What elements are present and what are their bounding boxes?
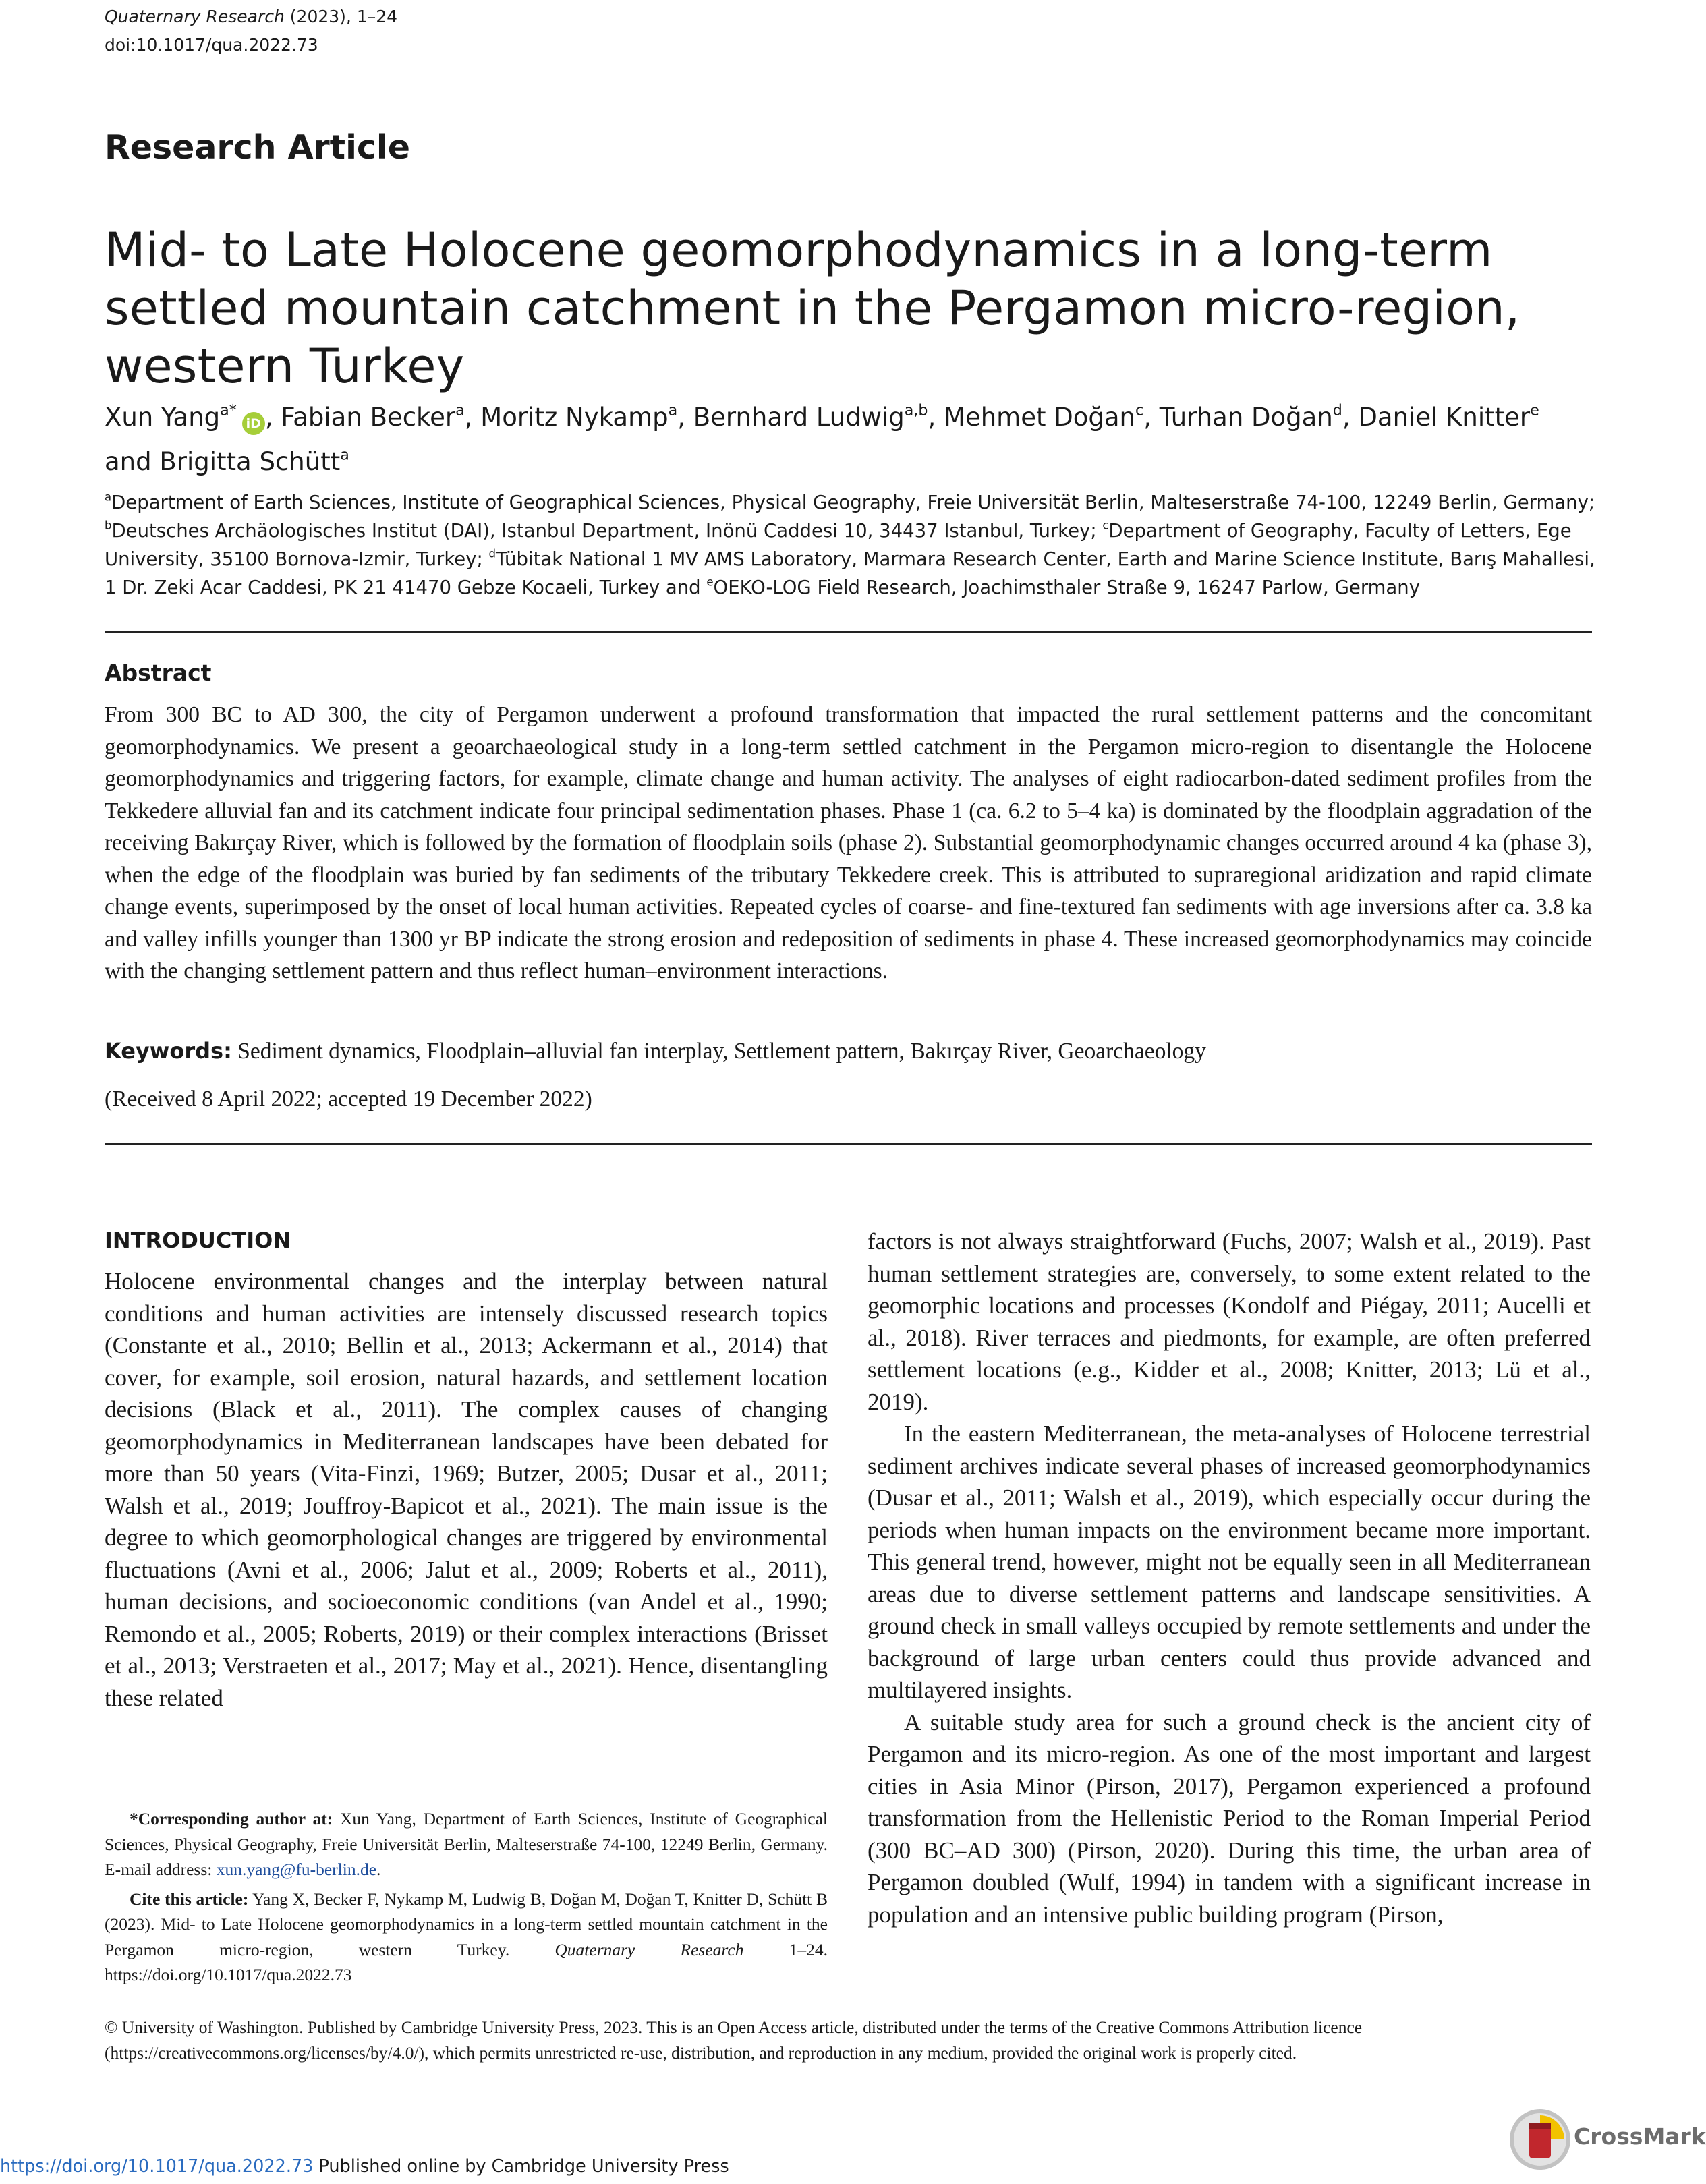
abstract-text: From 300 BC to AD 300, the city of Pergamon underwent a profound transformation that impacted the rural settlement patterns and the concomitant geomorphodynamics. We present a geoarchaeological study in a long-term settled catchment in the Pergamon micro-region to disentangle the Holocene geomorphodynamics and triggering factors, for example, climate change and human activity. The analyses of eight radiocarbon-dated sediment profiles from the Tekkedere alluvial fan and its catchment indicate four principal sedimentation phases. Phase 1 (ca. 6.2 to 5–4 ka) is dominated by the floodplain aggradation of the receiving Bakırçay River, which is followed by the formation of floodplain soils (phase 2). Substantial geomorphodynamic changes occurred around 4 ka (phase 3), when the edge of the floodplain was buried by fan sediments of the tributary Tekkedere creek. This is attributed to supraregional aridization and rapid climate change events, superimposed by the onset of local human activities. Repeated cycles of coarse- and fine-textured fan sediments with age inversions after ca. 3.8 ka and valley infills younger than 1300 yr BP indicate the strong erosion and redeposition of sediments in phase 4. These increased geomorphodynamics may coincide with the changing settlement pattern and thus reflect human–environment interactions. — [105, 702, 1592, 983]
body-column-right — [868, 1226, 1591, 1930]
author-name: Mehmet Doğan — [944, 403, 1135, 432]
divider-bottom — [105, 1143, 1592, 1145]
keywords-text: Sediment dynamics, Floodplain–alluvial fan interplay, Settlement pattern, Bakırçay River, Geoarchaeology — [237, 1039, 1206, 1064]
author-affiliation-sup: c — [1135, 401, 1144, 420]
author-name: Turhan Doğan — [1159, 403, 1333, 432]
author-name: Xun Yang — [105, 403, 221, 432]
author-name: Moritz Nykamp — [480, 403, 669, 432]
author-affiliation-sup: a,b — [904, 401, 928, 420]
author-affiliation-sup: e — [1530, 401, 1539, 420]
affiliation-sup: e — [706, 575, 714, 589]
journal-header — [105, 3, 397, 59]
journal-meta: (2023), 1–24 — [289, 7, 398, 26]
received-dates: (Received 8 April 2022; accepted 19 December 2022) — [105, 1087, 592, 1112]
journal-name: Quaternary Research — [105, 7, 285, 26]
author-list: Xun Yang$^{a*}$iD , Fabian Becker$^a$, Moritz Nykamp$^a$, Bernhard Ludwig$^{a,b}$, Mehmet Doğan$^c$, Turhan Doğan$^d$, Daniel Knitter$^e$ and Brigitta Schütt$^a$ — [105, 401, 1539, 476]
affiliation-text: Tübitak National 1 MV AMS Laboratory, Marmara Research Center, Earth and Marine Science Institute, Barış Mahallesi, 1 Dr. Zeki Acar Caddesi, PK 21 41470 Gebze Kocaeli, Turkey and — [105, 548, 1595, 598]
author-name: Fabian Becker — [281, 403, 456, 432]
body-paragraph: Holocene environmental changes and the interplay between natural conditions and human activities are intensely discussed research topics (Constante et al., 2010; Bellin et al., 2013; Ackermann et al., 2014) that cover, for example, soil erosion, natural hazards, and settlement location decisions (Black et al., 2011). The complex causes of changing geomorphodynamics in Mediterranean landscapes have been debated for more than 50 years (Vita-Finzi, 1969; Butzer, 2005; Dusar et al., 2011; Walsh et al., 2019; Jouffroy-Bapicot et al., 2021). The main issue is the degree to which geomorphological changes are triggered by environmental fluctuations (Avni et al., 2006; Jalut et al., 2009; Roberts et al., 2011), human decisions, and socioeconomic conditions (van Andel et al., 1990; Remondo et al., 2005; Roberts, 2019) or their complex interactions (Brisset et al., 2013; Verstraeten et al., 2017; May et al., 2021). Hence, disentangling these related — [105, 1268, 828, 1711]
license-text: © University of Washington. Published by Cambridge University Press, 2023. This is an Open Access article, distributed under the terms of the Creative Commons Attribution licence (https://creativecommons.org/licenses/by/4.0/), which permits unrestricted re-use, distribution, and reproduction in any medium, provided the original work is properly cited. — [105, 2017, 1363, 2063]
crossmark-icon — [1509, 2108, 1571, 2171]
email-end: . — [376, 1860, 381, 1879]
published-online: Published online by Cambridge University Press — [318, 2156, 729, 2177]
body-paragraph: factors is not always straightforward (Fuchs, 2007; Walsh et al., 2019). Past human settlement strategies are, conversely, to some extent related to the geomorphic locations and processes (Kondolf and Piégay, 2011; Aucelli et al., 2018). River terraces and piedmonts, for example, are often preferred settlement locations (e.g., Kidder et al., 2008; Knitter, 2013; Lü et al., 2019). — [868, 1228, 1591, 1415]
introduction-heading: INTRODUCTION — [105, 1228, 291, 1253]
doi-link[interactable]: https://doi.org/10.1017/qua.2022.73 — [0, 2156, 314, 2177]
footnote — [105, 1806, 828, 1992]
corresponding-author — [105, 1806, 828, 1883]
affiliation-text: Department of Geography, Faculty of Letters, Ege University, 35100 Bornova-Izmir, Turkey; — [105, 520, 1572, 570]
author-affiliation-sup: a — [340, 446, 349, 464]
crossmark-badge[interactable] — [1509, 2108, 1706, 2171]
author-name: Bernhard Ludwig — [693, 403, 905, 432]
author-name: Daniel Knitter — [1358, 403, 1531, 432]
email-link[interactable]: xun.yang@fu-berlin.de — [216, 1860, 377, 1879]
affiliation-text: OEKO-LOG Field Research, Joachimsthaler Straße 9, 16247 Parlow, Germany — [713, 577, 1420, 598]
cite-text: Yang X, Becker F, Nykamp M, Ludwig B, Doğan M, Doğan T, Knitter D, Schütt B (2023). Mid- to Late Holocene geomorphodynamics in a long-term settled mountain catchment in the Pergamon micro-region, western Turkey. — [105, 1889, 828, 1959]
affiliation-sup: d — [488, 547, 496, 561]
authors-and: and — [105, 447, 152, 476]
abstract-heading: Abstract — [105, 660, 212, 686]
affiliation-sup: c — [1102, 519, 1109, 532]
author-affiliation-sup: a — [668, 401, 678, 420]
article-title: Mid- to Late Holocene geomorphodynamics in a long-term settled mountain catchment in the Pergamon micro-region, western Turkey — [105, 223, 1520, 394]
cite-end: 1–24. https://doi.org/10.1017/qua.2022.73 — [105, 1939, 828, 1984]
affiliation-sup: b — [105, 519, 112, 532]
affiliation-sup: a — [105, 490, 112, 504]
cite-label: Cite this article: — [130, 1889, 249, 1909]
article-type: Research Article — [105, 128, 410, 167]
bottom-doi-bar — [0, 2153, 729, 2180]
cite-journal: Quaternary Research — [555, 1939, 744, 1959]
divider-top — [105, 631, 1592, 633]
affiliation-text: Department of Earth Sciences, Institute of Geographical Sciences, Physical Geography, Freie Universität Berlin, Malteserstraße 74-100, 12249 Berlin, Germany; — [111, 492, 1595, 513]
orcid-icon[interactable]: iD — [242, 412, 265, 435]
body-column-left — [105, 1265, 828, 1714]
author-affiliation-sup: d — [1332, 401, 1342, 420]
corresponding-text: Xun Yang, Department of Earth Sciences, Institute of Geographical Sciences, Physical Geography, Freie Universität Berlin, Malteserstraße 74-100, 12249 Berlin, Germany. E-mail address: — [105, 1809, 828, 1879]
author-affiliation-sup: a* — [220, 401, 237, 420]
corresponding-label: *Corresponding author at: — [130, 1809, 333, 1829]
affiliations — [105, 488, 1595, 602]
keywords-label: Keywords: — [105, 1038, 232, 1064]
affiliation-text: Deutsches Archäologisches Institut (DAI), Istanbul Department, Inönü Caddesi 10, 34437 Istanbul, Turkey; — [111, 520, 1097, 542]
journal-citation — [105, 3, 397, 31]
crossmark-label: CrossMark — [1574, 2123, 1706, 2150]
journal-doi: doi:10.1017/qua.2022.73 — [105, 35, 318, 55]
cite-article — [105, 1887, 828, 1988]
keywords — [105, 1035, 1592, 1067]
body-paragraph: A suitable study area for such a ground check is the ancient city of Pergamon and its micro-region. As one of the most important and largest cities in Asia Minor (Pirson, 2017), Pergamon experienced a profound transformation from the Hellenistic Period to the Roman Imperial Period (300 BC–AD 300) (Pirson, 2020). During this time, the urban area of Pergamon doubled (Wulf, 1994) in tandem with a significant increase in population and an intensive public building program (Pirson, — [868, 1708, 1591, 1928]
author-affiliation-sup: a — [455, 401, 465, 420]
author-name: Brigitta Schütt — [159, 447, 341, 476]
body-paragraph: In the eastern Mediterranean, the meta-analyses of Holocene terrestrial sediment archives indicate several phases of increased geomorphodynamics (Dusar et al., 2011; Walsh et al., 2019), which especially occur during the periods when human impacts on the environment became more important. This general trend, however, might not be equally seen in all Mediterranean areas due to diverse settlement patterns and landscape sensitivities. A ground check in small valleys occupied by remote settlements and under the background of large urban centers could thus provide advanced and multilayered insights. — [868, 1420, 1591, 1703]
